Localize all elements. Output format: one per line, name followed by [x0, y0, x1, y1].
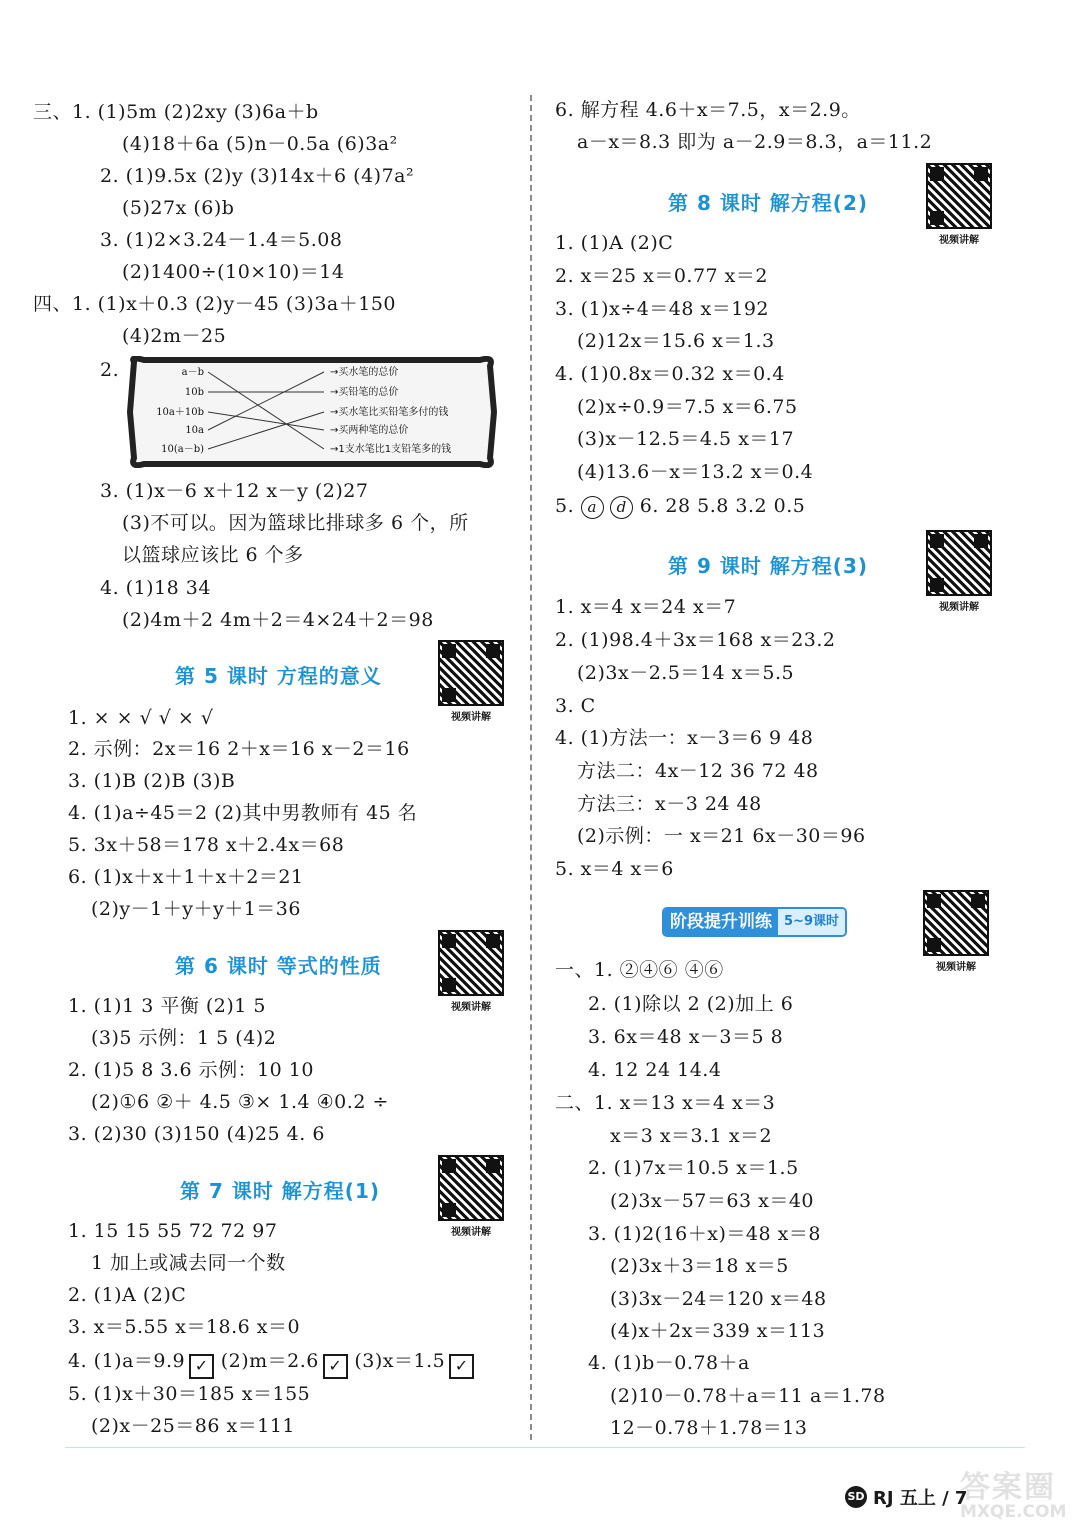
qr-caption: 视频讲解	[451, 1227, 491, 1238]
answer-line: 4. (1)b－0.78＋a	[588, 1352, 750, 1374]
answer-line: 2. (1)除以 2 (2)加上 6	[588, 993, 794, 1015]
qr-code-icon	[926, 530, 992, 596]
answer-line: 4. 12 24 14.4	[588, 1059, 722, 1081]
answer-line: (4)2m－25	[122, 325, 227, 347]
answer-line: 3. (1)B (2)B (3)B	[68, 770, 236, 792]
answer-line: (5)27x (6)b	[122, 197, 235, 219]
answer-line: 3. (1)x÷4＝48 x＝192	[555, 298, 770, 320]
answer-line: (3)x－12.5＝4.5 x＝17	[577, 428, 795, 450]
qr-code-icon	[438, 640, 504, 706]
answer-line: 2.	[100, 359, 120, 381]
checkbox-checked-icon: ✓	[323, 1354, 348, 1379]
answer-line-checked	[68, 1349, 474, 1379]
answer-line: (2)x÷0.9＝7.5 x＝6.75	[577, 396, 798, 418]
watermark-line1: 答案圈	[960, 1470, 1056, 1505]
answer-line: 2. (1)7x＝10.5 x＝1.5	[588, 1157, 799, 1179]
stage-badge-sub: 5~9课时	[778, 909, 845, 935]
qr-code-icon	[923, 890, 989, 956]
answer-line: 6. 解方程 4.6＋x＝7.5，x＝2.9。	[555, 99, 861, 121]
footer-rule	[65, 1447, 1025, 1448]
answer-line: (2)10－0.78＋a＝11 a＝1.78	[610, 1385, 886, 1407]
answer-line: (3)3x－24＝120 x＝48	[610, 1288, 827, 1310]
answer-line: 1. × × √ √ × √	[68, 707, 214, 729]
checked-answer: 4. (1)a＝9.9	[68, 1350, 186, 1372]
video-qr-code[interactable]	[922, 163, 996, 246]
match-right-item: →买水笔的总价	[330, 367, 399, 378]
footer-page-label: RJ 五上 / 7	[873, 1488, 968, 1509]
answer-line: 3. x＝5.55 x＝18.6 x＝0	[68, 1316, 301, 1338]
answer-line: 以篮球应该比 6 个多	[122, 544, 304, 566]
answer-line: a－x＝8.3 即为 a－2.9＝8.3，a＝11.2	[577, 131, 933, 153]
checked-answer: (2)m＝2.6	[220, 1350, 319, 1372]
match-left-item: 10a＋10b	[156, 407, 204, 418]
column-divider	[530, 95, 532, 1440]
answer-line: 2. (1)9.5x (2)y (3)14x＋6 (4)7a²	[100, 165, 415, 187]
answer-line: 4. (1)方法一：x－3＝6 9 48	[555, 727, 814, 749]
answer-line: x＝3 x＝3.1 x＝2	[610, 1125, 773, 1147]
circled-option: a	[581, 496, 604, 519]
video-qr-code[interactable]	[922, 530, 996, 613]
answer-line: (3)不可以。因为篮球比排球多 6 个，所	[122, 512, 469, 534]
checked-answer: (3)x＝1.5	[354, 1350, 446, 1372]
answer-line: (2)4m＋2 4m＋2＝4×24＋2＝98	[122, 609, 434, 631]
answer-line: 一、1. ②④⑥ ④⑥	[555, 959, 724, 981]
match-left-item: 10(a－b)	[161, 444, 204, 455]
match-left-item: 10a	[185, 425, 204, 436]
answer-line: 2. (1)98.4＋3x＝168 x＝23.2	[555, 629, 836, 651]
answer-line: 2. (1)A (2)C	[68, 1284, 187, 1306]
answer-line: (2)①6 ②＋ 4.5 ③× 1.4 ④0.2 ÷	[91, 1091, 389, 1113]
answer-line: 方法二：4x－12 36 72 48	[577, 760, 819, 782]
answer-line: 1 加上或减去同一个数	[91, 1252, 286, 1274]
answer-line: 5. 3x＋58＝178 x＋2.4x＝68	[68, 834, 345, 856]
answer-line: 4. (1)a÷45＝2 (2)其中男教师有 45 名	[68, 802, 418, 824]
answer-line: (2)1400÷(10×10)＝14	[122, 261, 345, 283]
lesson-heading: 第 7 课时 解方程(1)	[180, 1179, 381, 1203]
watermark-line2: MXQE.COM	[960, 1502, 1067, 1522]
match-left-item: a－b	[181, 367, 204, 378]
match-right-item: →1支水笔比1支铅笔多的钱	[330, 444, 452, 455]
lesson-heading: 第 8 课时 解方程(2)	[668, 191, 869, 215]
publisher-logo-icon: SD	[845, 1486, 867, 1508]
answer-line: 二、1. x＝13 x＝4 x＝3	[555, 1092, 776, 1114]
answer-line: 1. x＝4 x＝24 x＝7	[555, 596, 737, 618]
answer-line: (4)x＋2x＝339 x＝113	[610, 1320, 826, 1342]
answer-line: 2. 示例：2x＝16 2＋x＝16 x－2＝16	[68, 738, 410, 760]
answer-line: 3. (1)2×3.24－1.4＝5.08	[100, 229, 343, 251]
answer-line: (4)13.6－x＝13.2 x＝0.4	[577, 461, 814, 483]
answer-line: 2. x＝25 x＝0.77 x＝2	[555, 265, 768, 287]
lesson-heading: 第 9 课时 解方程(3)	[668, 554, 869, 578]
video-qr-code[interactable]	[434, 1155, 508, 1238]
answer-line: (2)3x－57＝63 x＝40	[610, 1190, 815, 1212]
matching-diagram	[126, 356, 498, 468]
qr-caption: 视频讲解	[939, 602, 979, 613]
checkbox-checked-icon: ✓	[189, 1354, 214, 1379]
qr-code-icon	[438, 1155, 504, 1221]
answer-line: 6. (1)x＋x＋1＋x＋2＝21	[68, 866, 304, 888]
qr-caption: 视频讲解	[939, 235, 979, 246]
answer-line: 4. (1)0.8x＝0.32 x＝0.4	[555, 363, 785, 385]
answer-line: 方法三：x－3 24 48	[577, 793, 762, 815]
answer-line: 3. 6x＝48 x－3＝5 8	[588, 1026, 784, 1048]
answer-line: 三、1. (1)5m (2)2xy (3)6a＋b	[33, 101, 319, 123]
answer-line: 1. (1)1 3 平衡 (2)1 5	[68, 995, 267, 1017]
lesson-heading: 第 6 课时 等式的性质	[175, 954, 382, 978]
answer-line: (2)12x＝15.6 x＝1.3	[577, 330, 775, 352]
answer-line: (2)x－25＝86 x＝111	[91, 1415, 296, 1437]
qr-caption: 视频讲解	[936, 962, 976, 973]
answer-line: 3. (2)30 (3)150 (4)25 4. 6	[68, 1123, 325, 1145]
qr-code-icon	[926, 163, 992, 229]
watermark	[960, 1462, 1080, 1532]
answer-text: 6. 28 5.8 3.2 0.5	[639, 495, 806, 517]
checkbox-checked-icon: ✓	[449, 1354, 474, 1379]
qr-caption: 视频讲解	[451, 712, 491, 723]
video-qr-code[interactable]	[434, 640, 508, 723]
match-right-item: →买两种笔的总价	[330, 425, 409, 436]
answer-line: 5. (1)x＋30＝185 x＝155	[68, 1383, 311, 1405]
page-footer	[845, 1484, 967, 1510]
answer-line: (4)18＋6a (5)n－0.5a (6)3a²	[122, 133, 398, 155]
match-right-item: →买水笔比买铅笔多付的钱	[330, 407, 449, 418]
video-qr-code[interactable]	[434, 930, 508, 1013]
answer-line: (2)3x－2.5＝14 x＝5.5	[577, 662, 795, 684]
question-number: 5.	[555, 495, 581, 517]
answer-line: (2)示例：一 x＝21 6x－30＝96	[577, 825, 866, 847]
answer-line: (3)5 示例：1 5 (4)2	[91, 1027, 277, 1049]
lesson-heading: 第 5 课时 方程的意义	[175, 664, 382, 688]
video-qr-code[interactable]	[919, 890, 993, 973]
answer-line: 5. x＝4 x＝6	[555, 858, 674, 880]
answer-line: 4. (1)18 34	[100, 577, 211, 599]
answer-line: (2)y－1＋y＋y＋1＝36	[91, 898, 301, 920]
answer-line: 2. (1)5 8 3.6 示例：10 10	[68, 1059, 314, 1081]
circled-option: d	[610, 496, 633, 519]
match-right-item: →买铅笔的总价	[330, 387, 399, 398]
answer-line: 3. C	[555, 695, 596, 717]
answer-line: 3. (1)x－6 x＋12 x－y (2)27	[100, 480, 369, 502]
stage-badge-main: 阶段提升训练	[664, 909, 778, 935]
stage-training-badge	[662, 907, 847, 937]
qr-code-icon	[438, 930, 504, 996]
answer-line: 1. (1)A (2)C	[555, 232, 674, 254]
answer-line: 3. (1)2(16＋x)＝48 x＝8	[588, 1223, 821, 1245]
answer-line: 四、1. (1)x＋0.3 (2)y－45 (3)3a＋150	[33, 293, 397, 315]
answer-line-circled	[555, 494, 805, 519]
qr-caption: 视频讲解	[451, 1002, 491, 1013]
answer-line: 1. 15 15 55 72 72 97	[68, 1220, 278, 1242]
match-left-item: 10b	[184, 387, 204, 398]
answer-line: 12－0.78＋1.78＝13	[610, 1417, 808, 1439]
answer-line: (2)3x＋3＝18 x＝5	[610, 1255, 789, 1277]
